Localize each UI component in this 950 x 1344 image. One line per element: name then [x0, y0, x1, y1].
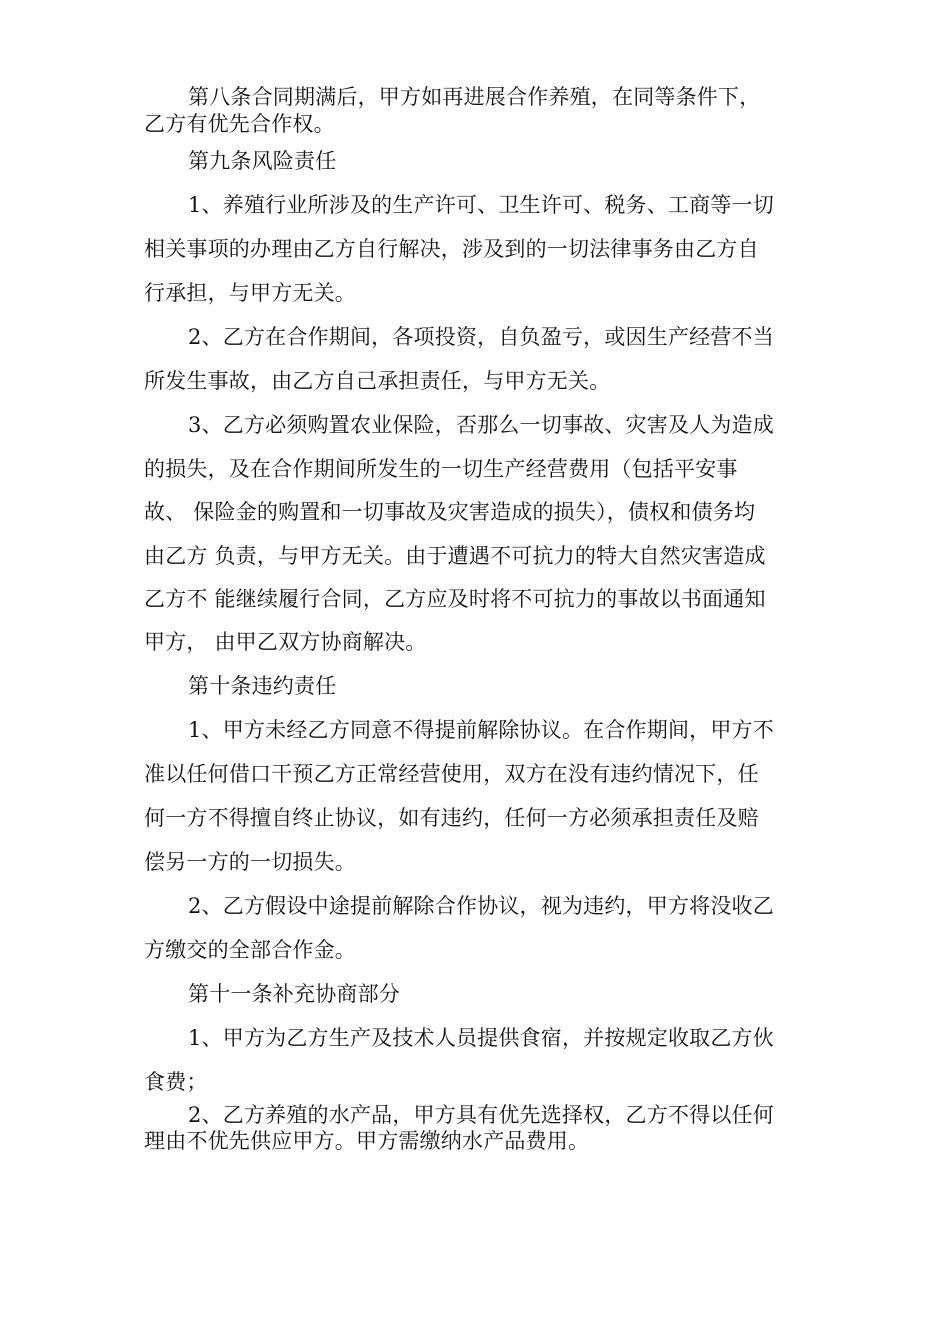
text-line: 理由不优先供应甲方。甲方需缴纳水产品费用。 [144, 1129, 590, 1153]
text-line: 2、乙方养殖的水产品，甲方具有优先选择权，乙方不得以任何 [188, 1103, 774, 1127]
text-line: 由乙方 负责，与甲方无关。由于遭遇不可抗力的特大自然灾害造成 [144, 544, 766, 568]
text-line: 3、乙方必须购置农业保险，否那么一切事故、灾害及人为造成 [188, 413, 774, 437]
section-heading: 第十条违约责任 [188, 674, 337, 698]
text-line: 相关事项的办理由乙方自行解决，涉及到的一切法律事务由乙方自 [144, 237, 759, 261]
text-line: 2、乙方在合作期间，各项投资，自负盈亏，或因生产经营不当 [188, 325, 774, 349]
text-line: 准以任何借口干预乙方正常经营使用，双方在没有违约情况下，任 [144, 762, 759, 786]
text-line: 乙方不 能继续履行合同，乙方应及时将不可抗力的事故以书面通知 [144, 587, 766, 611]
section-heading: 第十一条补充协商部分 [188, 982, 400, 1006]
text-line: 1、甲方为乙方生产及技术人员提供食宿，并按规定收取乙方伙 [188, 1026, 774, 1050]
text-line: 2、乙方假设中途提前解除合作协议，视为违约，甲方将没收乙 [188, 894, 774, 918]
text-line: 行承担，与甲方无关。 [144, 281, 356, 305]
text-line: 偿另一方的一切损失。 [144, 850, 356, 874]
text-line: 的损失，及在合作期间所发生的一切生产经营费用（包括平安事 [144, 457, 738, 481]
text-line: 甲方， 由甲乙双方协商解决。 [144, 630, 427, 654]
section-heading: 第九条风险责任 [188, 149, 337, 173]
text-line: 第八条合同期满后，甲方如再进展合作养殖，在同等条件下， [188, 85, 761, 109]
text-line: 乙方有优先合作权。 [144, 112, 335, 136]
text-line: 何一方不得擅自终止协议，如有违约，任何一方必须承担责任及赔 [144, 806, 759, 830]
text-line: 1、甲方未经乙方同意不得提前解除协议。在合作期间，甲方不 [188, 718, 774, 742]
text-line: 方缴交的全部合作金。 [144, 938, 356, 962]
text-line: 1、养殖行业所涉及的生产许可、卫生许可、税务、工商等一切 [188, 193, 774, 217]
text-line: 食费； [144, 1070, 208, 1094]
text-line: 故、 保险金的购置和一切事故及灾害造成的损失），债权和债务均 [144, 500, 756, 524]
text-line: 所发生事故，由乙方自己承担责任，与甲方无关。 [144, 369, 611, 393]
